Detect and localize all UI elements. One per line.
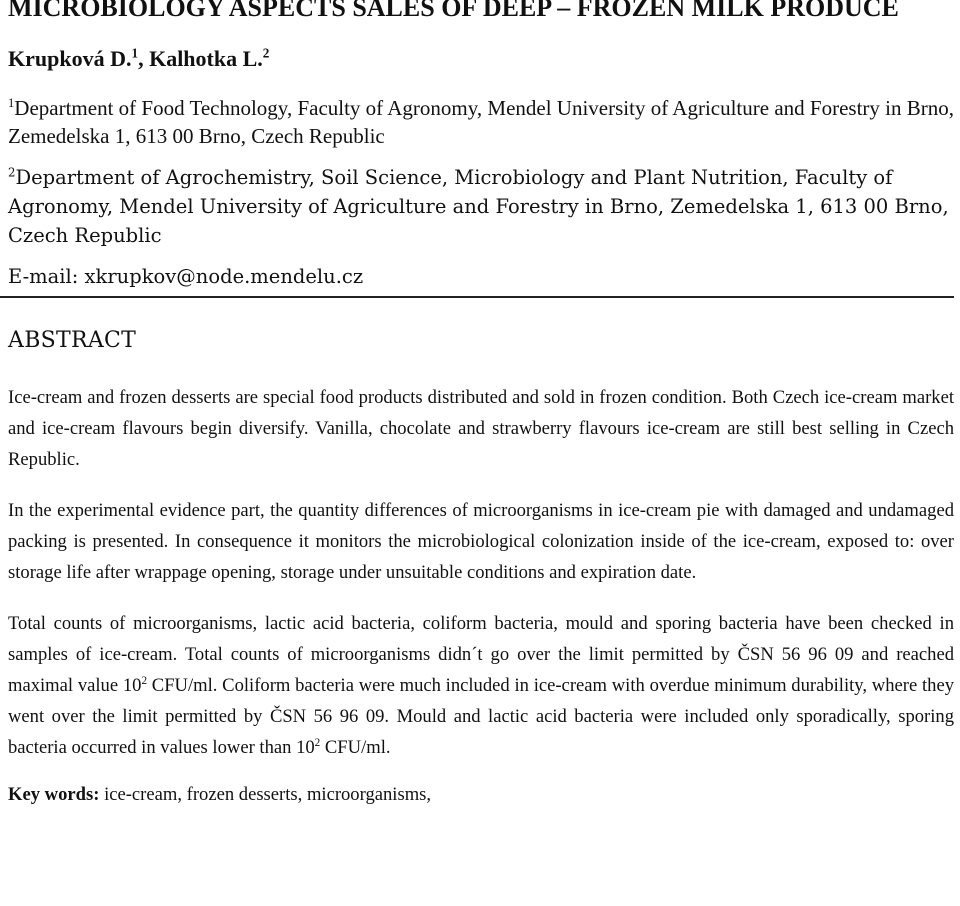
affiliation: [8, 163, 954, 250]
paper-title: MICROBIOLOGY ASPECTS SALES OF DEEP – FROZEN MILK PRODUCE: [8, 0, 899, 22]
affiliation: [8, 94, 954, 150]
section-divider: [0, 296, 954, 298]
paragraph-text: CFU/ml.: [320, 737, 391, 758]
author-affiliation-mark: 1: [131, 45, 139, 61]
author-name: Kalhotka L.: [149, 46, 263, 71]
contact-email: E-mail: xkrupkov@node.mendelu.cz: [8, 265, 364, 288]
paper-page: [8, 0, 954, 808]
abstract-paragraph: In the experimental evidence part, the quantity differences of microorganisms in ice-cream pie with damaged and undamaged packing is presented. In consequence it monitors the microbiological colonization inside of the ice-cream, exposed to: over storage life after wrappage opening, storage under unsuitable conditions and expiration date.: [8, 500, 954, 583]
abstract-heading: ABSTRACT: [8, 328, 137, 353]
author-affiliation-mark: 2: [262, 45, 270, 61]
abstract-paragraph: Ice-cream and frozen desserts are special food products distributed and sold in frozen condition. Both Czech ice-cream market and ice-cream flavours begin diversify. Vanilla, chocolate and strawberry flavours ice-cream are still best selling in Czech Republic.: [8, 387, 954, 470]
exponent: 2: [314, 736, 321, 749]
paragraph-text: Total counts of microorganisms, lactic acid bacteria, coliform bacteria, mould and sporing bacteria have been checked in samples of ice-cream. Total counts of microorganisms didn´t go over the limit permitted by ČSN 56 96 09 and reached maximal value 10: [8, 613, 954, 696]
affiliation-mark: 1: [8, 96, 15, 110]
affiliation-mark: 2: [8, 165, 16, 180]
author-separator: ,: [138, 46, 150, 71]
paragraph-text: CFU/ml. Coliform bacteria were much included in ice-cream with overdue minimum durability, where they went over the limit permitted by ČSN 56 96 09. Mould and lactic acid bacteria were included only sporadically, sporing bacteria occurred in values lower than 10: [8, 675, 954, 758]
author-list: [8, 46, 954, 72]
exponent: 2: [141, 674, 148, 687]
affiliation-text: Department of Agrochemistry, Soil Science, Microbiology and Plant Nutrition, Faculty of Agronomy, Mendel University of Agriculture and Forestry in Brno, Zemedelska 1, 613 00 Brno, Czech Republic: [8, 166, 949, 247]
keywords-text: ice-cream, frozen desserts, microorganisms,: [99, 783, 432, 805]
author-name: Krupková D.: [8, 46, 132, 71]
abstract-paragraph: [8, 608, 954, 763]
keywords: [8, 782, 954, 808]
affiliation-text: Department of Food Technology, Faculty of Agronomy, Mendel University of Agriculture and Forestry in Brno, Zemedelska 1, 613 00 Brno, Czech Republic: [8, 96, 954, 148]
keywords-label: Key words:: [8, 783, 100, 805]
